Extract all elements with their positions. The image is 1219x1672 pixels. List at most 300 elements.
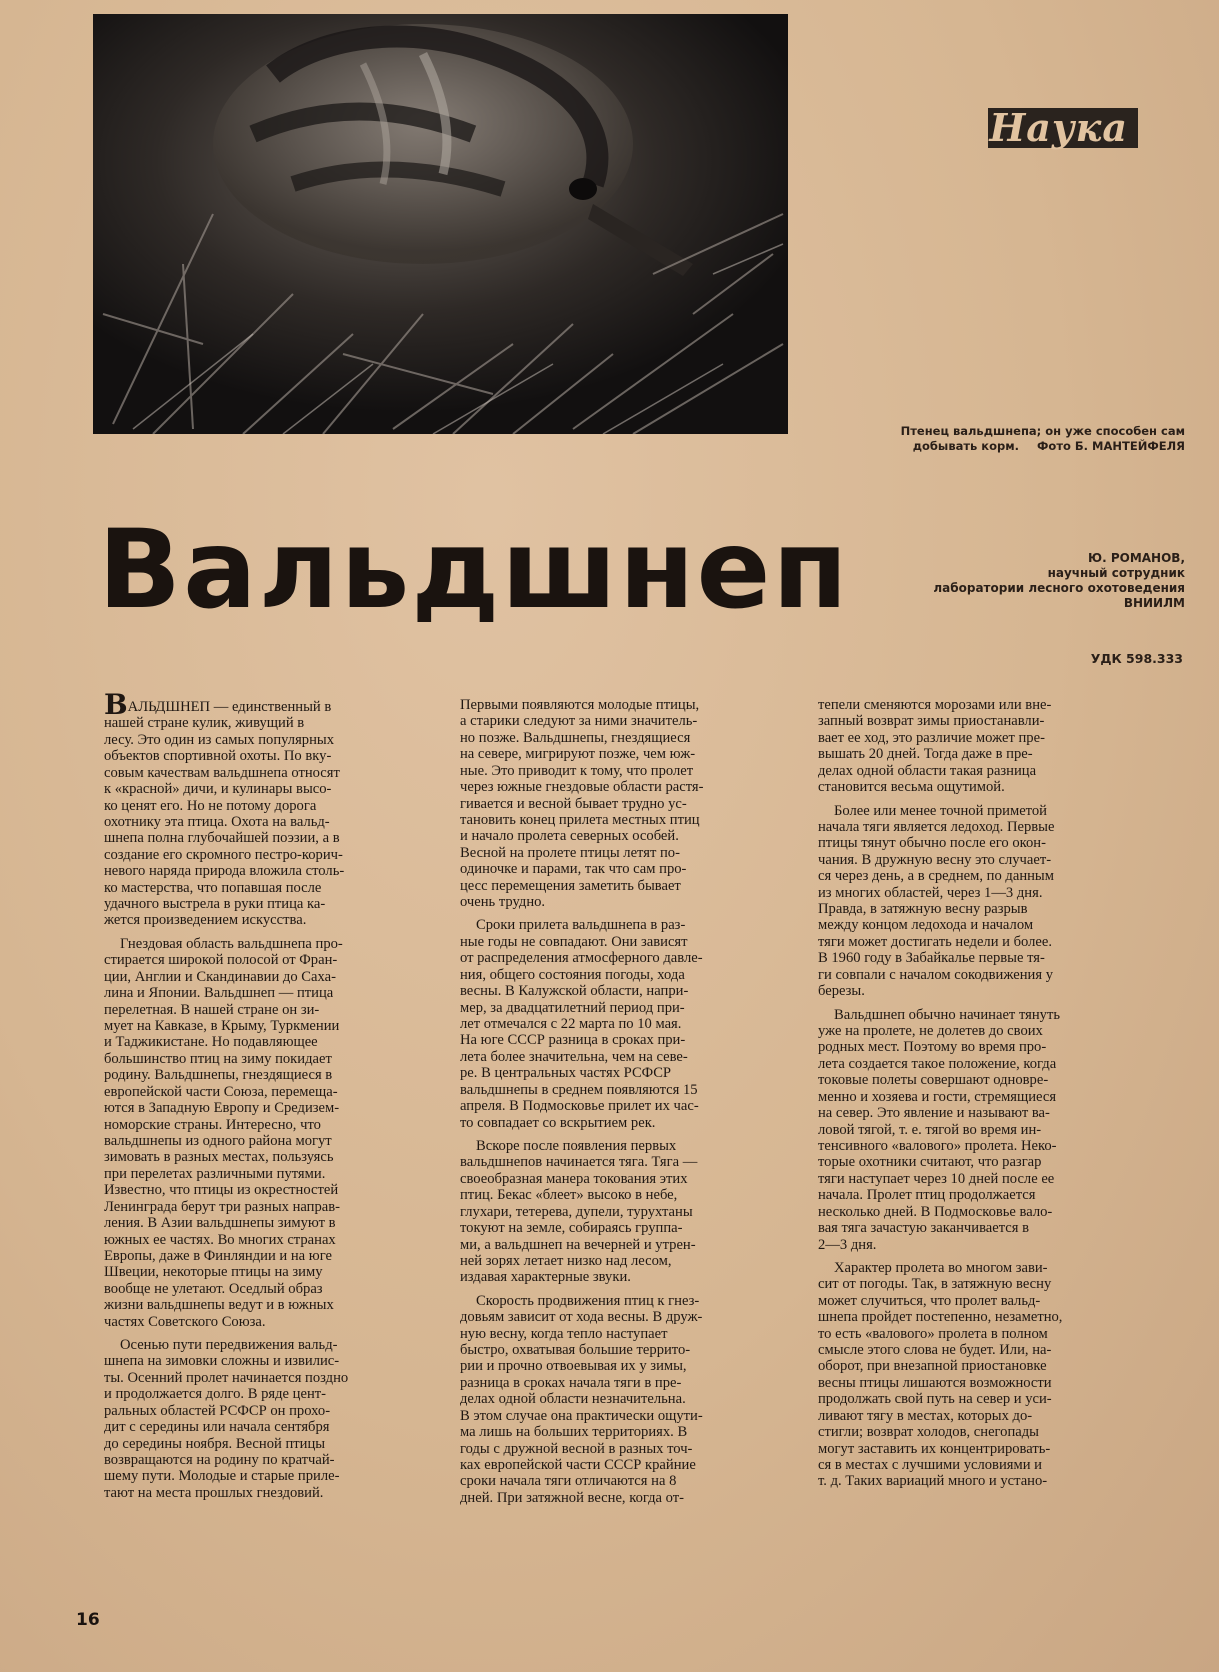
text-line-content: птиц. Бекас «блеет» высоко в небе, (460, 1187, 678, 1204)
text-line (104, 952, 430, 968)
text-line-content: тепели сменяются морозами или вне- (818, 697, 1052, 713)
text-line (818, 1441, 1182, 1457)
text-line-content: ления. В Азии вальдшнепы зимуют в (104, 1215, 336, 1232)
text-line (460, 1049, 788, 1065)
text-line (460, 1326, 788, 1342)
text-line (818, 1122, 1182, 1138)
text-line-content: ги совпали с началом сокодвижения у (818, 966, 1053, 983)
text-line-content: довьям зависит от хода весны. В друж- (460, 1309, 703, 1326)
text-line-content: Вальдшнеп обычно начинает тянуть (834, 1006, 1060, 1023)
text-line (460, 878, 788, 894)
text-line-content: Осенью пути передвижения вальд- (120, 1337, 338, 1354)
text-line-content: лета создается такое положение, когда (818, 1055, 1057, 1072)
text-line (104, 1436, 430, 1452)
text-line-content: В этом случае она практически ощути- (460, 1407, 703, 1424)
paragraph-gap (104, 929, 430, 936)
text-line-content: ливают тягу в местах, которых до- (818, 1407, 1033, 1424)
text-line-content: начала тяги является ледоход. Первые (818, 818, 1055, 835)
text-line (818, 803, 1182, 819)
page-number: 16 (76, 1610, 100, 1630)
text-line-content: то совпадает со вскрытием рек. (460, 1114, 656, 1131)
text-line (460, 763, 788, 779)
paragraph-gap (818, 796, 1182, 803)
text-line-content: ную весну, когда тепло наступает (460, 1325, 668, 1342)
text-line-content: смысле этого слова не будет. Или, на- (818, 1342, 1052, 1359)
text-line (818, 1171, 1182, 1187)
text-line-content: березы. (818, 983, 865, 1000)
text-line (104, 880, 430, 896)
photo-credit: Фото Б. МАНТЕЙФЕЛЯ (1037, 439, 1185, 453)
text-line (460, 796, 788, 812)
text-line-content: ния, общего состояния погоды, хода (460, 966, 685, 983)
author-name: Ю. РОМАНОВ, (1088, 551, 1185, 565)
text-line-content: Ленинграда берут три разных направ- (104, 1198, 340, 1215)
text-line-content: объектов спортивной охоты. По вку- (104, 748, 332, 765)
text-line-content: к «красной» дичи, и кулинары высо- (104, 781, 332, 798)
text-line (104, 1337, 430, 1353)
text-line-content: и Таджикистане. Но подавляющее (104, 1034, 318, 1051)
text-line (104, 1468, 430, 1484)
text-line (818, 1473, 1182, 1489)
text-line (818, 730, 1182, 746)
text-line (460, 1016, 788, 1032)
text-line (460, 1253, 788, 1269)
text-line-content: гивается и весной бывает трудно ус- (460, 795, 687, 812)
text-line (460, 1154, 788, 1170)
text-line (104, 847, 430, 863)
text-line (460, 1138, 788, 1154)
paragraph-gap (818, 1253, 1182, 1260)
text-line-content: стирается широкой полосой от Фран- (104, 952, 338, 969)
text-line (460, 746, 788, 762)
text-line (104, 748, 430, 764)
text-line (818, 697, 1182, 713)
text-line (460, 1220, 788, 1236)
text-line (818, 1138, 1182, 1154)
text-line (818, 1089, 1182, 1105)
text-line-content: шнепа пройдет постепенно, незаметно, (818, 1309, 1063, 1326)
text-line-content: весны птицы лишаются возможности (818, 1374, 1052, 1391)
text-line-content: Сроки прилета вальдшнепа в раз- (476, 917, 686, 934)
text-line-content: Вскоре после появления первых (476, 1137, 677, 1154)
text-line-content: продолжать свой путь на север и уси- (818, 1391, 1052, 1408)
text-line-content: до середины ноября. Весной птицы (104, 1435, 326, 1452)
text-line-content: мер, за двадцатилетний период при- (460, 999, 685, 1016)
text-line-content: охотнику эта птица. Охота на вальд- (104, 813, 330, 830)
text-line (460, 1424, 788, 1440)
text-line (104, 1199, 430, 1215)
text-line-content: перелетная. В нашей стране он зи- (104, 1001, 320, 1018)
text-line-content: ней зорях летает низко над лесом, (460, 1252, 672, 1269)
text-line (460, 1408, 788, 1424)
caption-line-1: Птенец вальдшнепа; он уже способен сам (900, 424, 1185, 438)
text-line (460, 917, 788, 933)
text-line-content: большинство птиц на зиму покидает (104, 1050, 332, 1067)
text-line-content: ются в Западную Европу и Средизем- (104, 1100, 340, 1117)
text-line (818, 819, 1182, 835)
text-line-content: становится весьма ощутимой. (818, 779, 1005, 796)
text-line-content: из многих областей, через 1—3 дня. (818, 884, 1043, 901)
text-line-content: шему пути. Молодые и старые приле- (104, 1468, 340, 1485)
text-line-content: цесс перемещения заметить бывает (460, 877, 681, 894)
text-line-content: вая тяга зачастую заканчивается в (818, 1220, 1030, 1237)
text-line-content: сит от погоды. Так, в затяжную весну (818, 1276, 1052, 1293)
text-line (818, 1391, 1182, 1407)
text-line-content: ты. Осенний пролет начинается поздно (104, 1369, 349, 1386)
text-line (104, 1297, 430, 1313)
text-line (104, 1232, 430, 1248)
text-line-content: шнепа на зимовки сложны и извилис- (104, 1353, 340, 1370)
text-line-content: совым качествам вальдшнепа относят (104, 764, 340, 781)
text-line (104, 1051, 430, 1067)
text-line-content: Скорость продвижения птиц к гнез- (476, 1292, 700, 1309)
text-line-content: то есть «валового» пролета в полном (818, 1325, 1048, 1342)
text-line-content: В 1960 году в Забайкалье первые тя- (818, 950, 1045, 967)
text-line (460, 894, 788, 910)
text-line-content: между концом ледохода и началом (818, 917, 1034, 934)
text-line-content: но позже. Вальдшнепы, гнездящиеся (460, 729, 691, 746)
text-line-content: лета более значительна, чем на севе- (460, 1048, 688, 1065)
text-line (818, 1072, 1182, 1088)
photo-caption (820, 424, 1185, 454)
text-line (104, 688, 430, 721)
text-line (818, 983, 1182, 999)
text-line (104, 732, 430, 748)
text-line-content: птицы тянут обычно после его окон- (818, 835, 1046, 852)
text-line (460, 861, 788, 877)
text-line (460, 1187, 788, 1203)
text-line-content: сроки начала тяги отличаются на 8 (460, 1473, 677, 1490)
text-line-content: начала. Пролет птиц продолжается (818, 1187, 1036, 1204)
woodcock-chick-photo (93, 14, 788, 434)
text-line (104, 1281, 430, 1297)
text-line (104, 863, 430, 879)
text-line-content: Известно, что птицы из окрестностей (104, 1182, 339, 1199)
text-line-content: ся через день, а в среднем, по данным (818, 868, 1054, 885)
text-line (460, 1457, 788, 1473)
article-column-1 (104, 688, 430, 1501)
text-line (104, 1248, 430, 1264)
text-line-content: родных мест. Поэтому во время про- (818, 1039, 1047, 1056)
paragraph-gap (460, 1286, 788, 1293)
text-line (104, 896, 430, 912)
text-line-content: делах одной области незначительна. (460, 1391, 686, 1408)
text-line (104, 1149, 430, 1165)
text-line-content: при перелетах различными путями. (104, 1165, 326, 1182)
text-line (460, 1171, 788, 1187)
text-line (460, 1115, 788, 1131)
text-line (104, 1314, 430, 1330)
text-line (818, 901, 1182, 917)
text-line-content: номорские страны. Интересно, что (104, 1116, 321, 1133)
text-line (818, 1457, 1182, 1473)
text-line-content: вальдшнепов начинается тяга. Тяга — (460, 1154, 698, 1171)
text-line-content: вальдшнепы в среднем появляются 15 (460, 1081, 698, 1098)
text-line (460, 983, 788, 999)
text-line (104, 1353, 430, 1369)
text-line-content: дит с середины или начала сентября (104, 1419, 330, 1436)
udk-code: УДК 598.333 (1090, 651, 1183, 666)
text-line (818, 835, 1182, 851)
text-line-content: ми, а вальдшнеп на вечерней и утрен- (460, 1236, 696, 1253)
text-line (104, 715, 430, 731)
text-line (818, 746, 1182, 762)
text-line (104, 830, 430, 846)
text-line (460, 950, 788, 966)
text-line (818, 1154, 1182, 1170)
article-column-2 (460, 697, 788, 1506)
text-line-content: Первыми появляются молодые птицы, (460, 697, 700, 713)
author-position: научный сотрудник (1047, 566, 1185, 580)
text-line (818, 779, 1182, 795)
text-line-content: зимовать в разных местах, пользуясь (104, 1149, 334, 1166)
text-line (818, 1276, 1182, 1292)
text-line-content: жизни вальдшнепы ведут и в южных (104, 1297, 334, 1314)
text-line (104, 1018, 430, 1034)
text-line-content: ма лишь на больших территориях. В (460, 1424, 688, 1441)
text-line-content: создание его скромного пестро-корич- (104, 846, 343, 863)
text-line (818, 1375, 1182, 1391)
text-line-content: Гнездовая область вальдшнепа про- (120, 935, 343, 952)
text-line-content: удачного выстрела в руки птица ка- (104, 896, 326, 913)
text-line (104, 781, 430, 797)
text-line (460, 845, 788, 861)
text-line-content: оборот, при внезапной приостановке (818, 1358, 1047, 1375)
text-line (104, 765, 430, 781)
text-line-content: запный возврат зимы приостанавли- (818, 713, 1045, 730)
text-line (104, 936, 430, 952)
text-line-content: весны. В Калужской области, напри- (460, 983, 689, 1000)
text-line (460, 1204, 788, 1220)
text-line-content: лесу. Это один из самых популярных (104, 731, 334, 748)
text-line (104, 1264, 430, 1280)
text-line (104, 912, 430, 928)
drop-cap: В (104, 688, 128, 721)
text-line (104, 1452, 430, 1468)
author-institute: ВНИИЛМ (1123, 596, 1185, 610)
text-line (818, 868, 1182, 884)
text-line-content: вообще не улетают. Оседлый образ (104, 1280, 323, 1297)
text-line-content: своеобразная манера токования этих (460, 1170, 688, 1187)
paragraph-gap (460, 1131, 788, 1138)
text-line (818, 1309, 1182, 1325)
text-line-content: тенсивного «валового» пролета. Неко- (818, 1137, 1057, 1154)
text-line-content: частях Советского Союза. (104, 1313, 266, 1330)
text-line (818, 1220, 1182, 1236)
text-line (104, 1419, 430, 1435)
text-line (104, 1117, 430, 1133)
text-line (104, 1067, 430, 1083)
text-line (460, 1375, 788, 1391)
text-line-content: издавая характерные звуки. (460, 1269, 631, 1286)
text-line-content: 2—3 дня. (818, 1236, 877, 1253)
text-line (460, 1490, 788, 1506)
text-line-content: через южные гнездовые области растя- (460, 779, 704, 796)
text-line (460, 1237, 788, 1253)
text-line-content: глухари, тетерева, дупели, турухтаны (460, 1203, 693, 1220)
text-line (460, 713, 788, 729)
text-line-content: Весной на пролете птицы летят по- (460, 844, 680, 861)
text-line-content: ные годы не совпадают. Они зависят (460, 933, 688, 950)
text-line (818, 917, 1182, 933)
text-line (460, 1309, 788, 1325)
text-line (818, 1408, 1182, 1424)
text-line (104, 1084, 430, 1100)
text-line-content: апреля. В Подмосковье прилет их час- (460, 1098, 699, 1115)
text-line-content: АЛЬДШНЕП — единственный в (127, 699, 332, 715)
text-line (104, 1034, 430, 1050)
text-line (460, 1293, 788, 1309)
text-line-content: очень трудно. (460, 894, 546, 911)
text-line-content: лет отмечался с 22 марта по 10 мая. (460, 1016, 682, 1033)
text-line-content: ко ценят его. Но не потому дорога (104, 797, 317, 814)
text-line (460, 1269, 788, 1285)
text-line (104, 1403, 430, 1419)
text-line (818, 1260, 1182, 1276)
text-line-content: родину. Вальдшнепы, гнездящиеся в (104, 1067, 333, 1084)
text-line (818, 763, 1182, 779)
text-line-content: ловой тягой, т. е. тягой во время ин- (818, 1121, 1042, 1138)
text-line-content: токовые полеты совершают одновре- (818, 1072, 1049, 1089)
text-line (104, 814, 430, 830)
text-line-content: рии и прочно отвоевывая их у зимы, (460, 1358, 687, 1375)
text-line-content: токуют на земле, собираясь группа- (460, 1220, 683, 1237)
text-line (460, 934, 788, 950)
photo-illustration (93, 14, 788, 434)
text-line-content: возвращаются на родину по кратчай- (104, 1451, 335, 1468)
text-line-content: годы с дружной весной в разных точ- (460, 1440, 693, 1457)
text-line-content: тяги наступает через 10 дней после ее (818, 1170, 1055, 1187)
text-line-content: от распределения атмосферного давле- (460, 950, 703, 967)
author-block (835, 551, 1185, 611)
text-line (818, 1039, 1182, 1055)
text-line (460, 1065, 788, 1081)
text-line-content: т. д. Таких вариаций много и устано- (818, 1473, 1048, 1490)
text-line (460, 730, 788, 746)
text-line (104, 1215, 430, 1231)
text-line-content: европейской части Союза, перемеща- (104, 1083, 338, 1100)
text-line (460, 1082, 788, 1098)
text-line (818, 1023, 1182, 1039)
text-line (818, 934, 1182, 950)
text-line-content: несколько дней. В Подмосковье вало- (818, 1203, 1053, 1220)
text-line (460, 1391, 788, 1407)
text-line (104, 985, 430, 1001)
text-line-content: а старики следуют за ними значитель- (460, 713, 698, 730)
text-line (460, 1098, 788, 1114)
text-line (818, 1204, 1182, 1220)
text-line (818, 1056, 1182, 1072)
article-column-3 (818, 697, 1182, 1490)
text-line (460, 697, 788, 713)
text-line (818, 1358, 1182, 1374)
section-label: Наука (988, 108, 1138, 148)
text-line (818, 967, 1182, 983)
text-line (818, 1293, 1182, 1309)
text-line-content: и продолжается долго. В ряде цент- (104, 1386, 326, 1403)
text-line-content: Характер пролета во многом зави- (834, 1259, 1048, 1276)
text-line (818, 885, 1182, 901)
text-line-content: на севере, мигрируют позже, чем юж- (460, 746, 696, 763)
text-line (104, 969, 430, 985)
text-line (460, 1441, 788, 1457)
text-line-content: может случиться, что пролет вальд- (818, 1292, 1041, 1309)
text-line (460, 1342, 788, 1358)
text-line-content: разница в сроках начала тяги в пре- (460, 1374, 682, 1391)
text-line (104, 1100, 430, 1116)
text-line-content: уже на пролете, не долетев до своих (818, 1023, 1043, 1040)
text-line-content: На юге СССР разница в сроках при- (460, 1032, 686, 1049)
text-line (104, 1002, 430, 1018)
text-line-content: ные. Это приводит к тому, что пролет (460, 762, 694, 779)
text-line-content: южных ее частях. Во многих странах (104, 1231, 336, 1248)
text-line-content: могут заставить их концентрировать- (818, 1440, 1051, 1457)
text-line-content: ральных областей РСФСР он прохо- (104, 1402, 331, 1419)
text-line-content: Швеции, некоторые птицы на зиму (104, 1264, 323, 1281)
text-line (818, 852, 1182, 868)
text-line (104, 1485, 430, 1501)
text-line-content: вальдшнепы из одного района могут (104, 1132, 332, 1149)
text-line (818, 1105, 1182, 1121)
text-line-content: и начало пролета северных особей. (460, 828, 679, 845)
text-line-content: на север. Это явление и называют ва- (818, 1105, 1050, 1122)
text-line (818, 1237, 1182, 1253)
text-line-content: ции, Англии и Скандинавии до Саха- (104, 968, 336, 985)
text-line (818, 1187, 1182, 1203)
text-line-content: делах одной области такая разница (818, 762, 1037, 779)
text-line-content: одиночке и парами, так что сам про- (460, 861, 687, 878)
text-line (460, 812, 788, 828)
text-line-content: Более или менее точной приметой (834, 802, 1047, 819)
text-line (460, 779, 788, 795)
text-line-content: ко мастерства, что попавшая после (104, 879, 322, 896)
text-line-content: вышать 20 дней. Тогда даже в пре- (818, 746, 1033, 763)
text-line-content: дней. При затяжной весне, когда от- (460, 1489, 685, 1506)
text-line-content: менно и хозяева и гости, стремящиеся (818, 1088, 1057, 1105)
paragraph-gap (104, 1330, 430, 1337)
text-line (460, 1358, 788, 1374)
text-line (460, 1000, 788, 1016)
text-line (818, 1424, 1182, 1440)
text-line (104, 1370, 430, 1386)
text-line (460, 828, 788, 844)
paragraph-gap (460, 910, 788, 917)
text-line (460, 967, 788, 983)
text-line-content: ре. В центральных частях РСФСР (460, 1065, 672, 1082)
text-line (104, 798, 430, 814)
text-line-content: тановить конец прилета местных птиц (460, 811, 700, 828)
text-line (460, 1032, 788, 1048)
text-line-content: торые охотники считают, что разгар (818, 1154, 1042, 1171)
text-line-content: мует на Кавказе, в Крыму, Туркмении (104, 1018, 340, 1035)
text-line-content: ках европейской части СССР крайние (460, 1456, 696, 1473)
text-line (818, 950, 1182, 966)
text-line-content: быстро, охватывая большие террито- (460, 1342, 691, 1359)
text-line (818, 1342, 1182, 1358)
text-line (104, 1386, 430, 1402)
text-line-content: жется произведением искусства. (104, 912, 307, 929)
text-line (818, 713, 1182, 729)
text-line-content: тают на места прошлых гнездовий. (104, 1484, 324, 1501)
text-line-content: нашей стране кулик, живущий в (104, 715, 305, 732)
text-line-content: чания. В дружную весну это случает- (818, 851, 1052, 868)
paragraph-gap (818, 1000, 1182, 1007)
text-line (818, 1007, 1182, 1023)
text-line-content: Европы, даже в Финляндии и на юге (104, 1247, 332, 1264)
text-line-content: вает ее ход, это различие может пре- (818, 729, 1045, 746)
text-line (818, 1326, 1182, 1342)
text-line (104, 1182, 430, 1198)
